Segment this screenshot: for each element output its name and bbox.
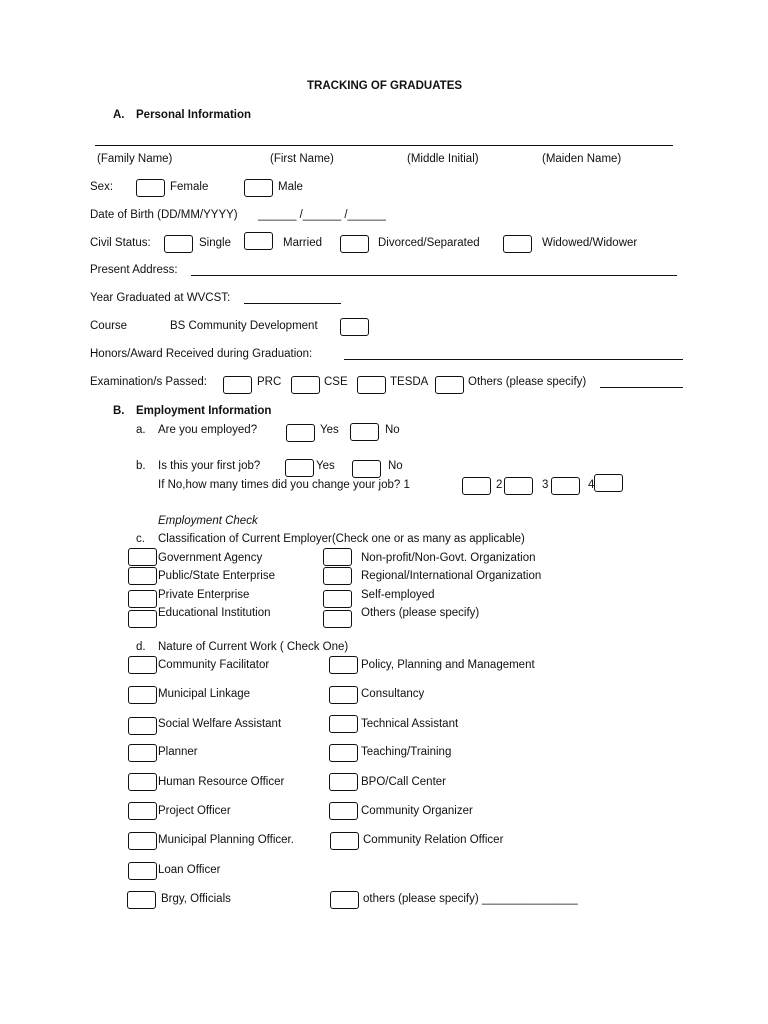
family-name-label: (Family Name) [97,153,173,165]
honors-label: Honors/Award Received during Graduation: [90,348,313,360]
work-municipal-linkage-checkbox[interactable] [128,686,157,704]
work-bpo-checkbox[interactable] [329,773,358,791]
employer-self-employed-checkbox[interactable] [323,590,352,608]
first-name-label: (First Name) [270,153,334,165]
qd-text: Nature of Current Work ( Check One) [158,641,349,653]
work-community-relation-label: Community Relation Officer [363,834,504,846]
employer-nonprofit-checkbox[interactable] [323,548,352,566]
employer-government-label: Government Agency [158,552,263,564]
work-community-relation-checkbox[interactable] [330,832,359,850]
first-job-yes-checkbox[interactable] [285,459,314,477]
employer-self-employed-label: Self-employed [361,589,435,601]
work-consultancy-label: Consultancy [361,688,425,700]
course-value: BS Community Development [170,320,318,332]
work-municipal-linkage-label: Municipal Linkage [158,688,251,700]
job-change-3-label: 3 [542,479,549,491]
female-checkbox[interactable] [136,179,165,197]
work-community-facilitator-label: Community Facilitator [158,659,270,671]
qb-letter: b. [136,460,146,472]
course-checkbox[interactable] [340,318,369,336]
page-title: TRACKING OF GRADUATES [307,80,463,92]
others-exam-label: Others (please specify) [468,376,587,388]
work-planner-label: Planner [158,746,198,758]
job-change-4-checkbox[interactable] [594,474,623,492]
job-change-3-checkbox[interactable] [551,477,580,495]
tesda-checkbox[interactable] [357,376,386,394]
employed-no-checkbox[interactable] [350,423,379,441]
employer-public-checkbox[interactable] [128,567,157,585]
single-label: Single [199,237,231,249]
qd-letter: d. [136,641,146,653]
employed-no-label: No [385,424,400,436]
tesda-label: TESDA [390,376,429,388]
employer-others-checkbox[interactable] [323,610,352,628]
qc-letter: c. [136,533,145,545]
work-teaching-label: Teaching/Training [361,746,452,758]
work-others-label: others (please specify) _______________ [363,893,578,905]
qa-letter: a. [136,424,146,436]
work-policy-label: Policy, Planning and Management [361,659,535,671]
divorced-checkbox[interactable] [340,235,369,253]
employed-yes-label: Yes [320,424,339,436]
employer-government-checkbox[interactable] [128,548,157,566]
male-label: Male [278,181,303,193]
work-loan-officer-checkbox[interactable] [128,862,157,880]
first-job-no-label: No [388,460,403,472]
others-exam-line[interactable] [600,387,683,388]
work-technical-assistant-label: Technical Assistant [361,718,459,730]
divorced-label: Divorced/Separated [378,237,480,249]
work-planner-checkbox[interactable] [128,744,157,762]
employer-educational-label: Educational Institution [158,607,271,619]
middle-initial-label: (Middle Initial) [407,153,479,165]
work-community-facilitator-checkbox[interactable] [128,656,157,674]
maiden-name-label: (Maiden Name) [542,153,622,165]
female-label: Female [170,181,209,193]
sex-label: Sex: [90,181,114,193]
job-change-1-checkbox[interactable] [462,477,491,495]
widowed-checkbox[interactable] [503,235,532,253]
employer-educational-checkbox[interactable] [128,610,157,628]
exam-label: Examination/s Passed: [90,376,207,388]
employer-others-label: Others (please specify) [361,607,480,619]
employer-regional-label: Regional/International Organization [361,570,542,582]
section-a-letter: A. [113,109,125,121]
employer-regional-checkbox[interactable] [323,567,352,585]
cse-label: CSE [324,376,348,388]
employment-check-heading: Employment Check [158,515,258,527]
work-hr-officer-checkbox[interactable] [128,773,157,791]
prc-checkbox[interactable] [223,376,252,394]
dob-label: Date of Birth (DD/MM/YYYY) [90,209,238,221]
year-graduated-line[interactable] [244,303,341,304]
qc-text: Classification of Current Employer(Check one or as many as applicable) [158,533,525,545]
cse-checkbox[interactable] [291,376,320,394]
qb-text: Is this your first job? [158,460,261,472]
employer-private-label: Private Enterprise [158,589,250,601]
work-community-organizer-label: Community Organizer [361,805,473,817]
employed-yes-checkbox[interactable] [286,424,315,442]
dob-field[interactable]: ______ /______ /______ [258,209,386,221]
work-teaching-checkbox[interactable] [329,744,358,762]
name-line[interactable] [95,145,673,146]
job-change-text: If No,how many times did you change your job? 1 [158,479,410,491]
work-loan-officer-label: Loan Officer [158,864,221,876]
address-label: Present Address: [90,264,178,276]
first-job-yes-label: Yes [316,460,335,472]
work-planning-officer-checkbox[interactable] [128,832,157,850]
work-policy-checkbox[interactable] [329,656,358,674]
job-change-4-label: 4 [588,479,595,491]
year-graduated-label: Year Graduated at WVCST: [90,292,231,304]
section-b-letter: B. [113,405,125,417]
employer-nonprofit-label: Non-profit/Non-Govt. Organization [361,552,536,564]
first-job-no-checkbox[interactable] [352,460,381,478]
male-checkbox[interactable] [244,179,273,197]
honors-line[interactable] [344,359,683,360]
widowed-label: Widowed/Widower [542,237,638,249]
single-checkbox[interactable] [164,235,193,253]
married-checkbox[interactable] [244,232,273,250]
married-label: Married [283,237,322,249]
work-others-checkbox[interactable] [330,891,359,909]
work-community-organizer-checkbox[interactable] [329,802,358,820]
section-a-title: Personal Information [136,109,252,121]
work-brgy-officials-label: Brgy, Officials [161,893,231,905]
prc-label: PRC [257,376,282,388]
employer-private-checkbox[interactable] [128,590,157,608]
employer-public-label: Public/State Enterprise [158,570,275,582]
work-project-officer-label: Project Officer [158,805,231,817]
others-exam-checkbox[interactable] [435,376,464,394]
course-label: Course [90,320,128,332]
work-technical-assistant-checkbox[interactable] [329,715,358,733]
job-change-2-checkbox[interactable] [504,477,533,495]
address-line[interactable] [191,275,677,276]
work-planning-officer-label: Municipal Planning Officer. [158,834,294,846]
work-project-officer-checkbox[interactable] [128,802,157,820]
section-b-title: Employment Information [136,405,272,417]
job-change-2-label: 2 [496,479,503,491]
work-social-welfare-checkbox[interactable] [128,717,157,735]
work-bpo-label: BPO/Call Center [361,776,447,788]
work-brgy-officials-checkbox[interactable] [127,891,156,909]
qa-text: Are you employed? [158,424,258,436]
work-social-welfare-label: Social Welfare Assistant [158,718,282,730]
work-hr-officer-label: Human Resource Officer [158,776,285,788]
work-consultancy-checkbox[interactable] [329,686,358,704]
civil-status-label: Civil Status: [90,237,151,249]
